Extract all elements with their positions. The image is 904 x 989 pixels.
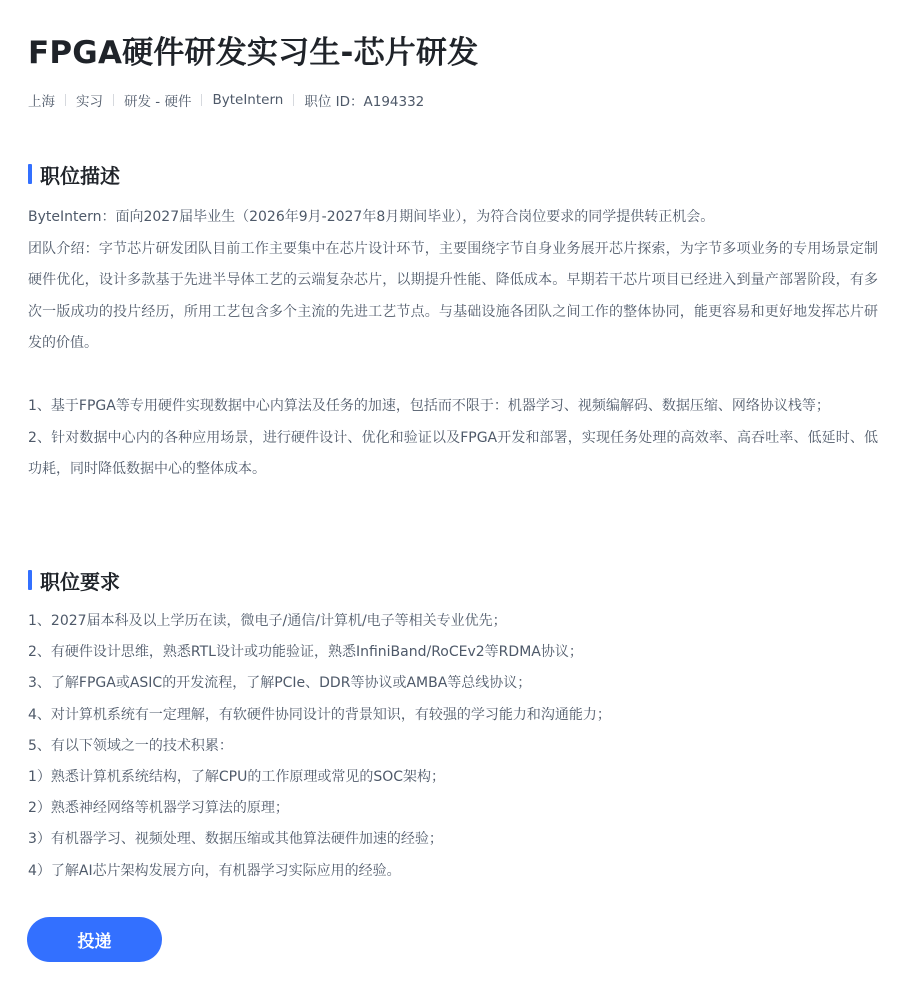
heading-accent-bar xyxy=(28,164,32,184)
meta-divider xyxy=(293,94,294,106)
job-location: 上海 xyxy=(28,94,55,110)
description-paragraph: 1、基于FPGA等专用硬件实现数据中心内算法及任务的加速，包括而不限于：机器学习、视频编解码、数据压缩、网络协议栈等； xyxy=(28,398,830,414)
apply-button[interactable]: 投递 xyxy=(27,917,162,962)
meta-divider xyxy=(201,94,202,106)
description-heading xyxy=(28,158,878,190)
job-id: 职位 ID：A194332 xyxy=(304,94,425,110)
description-section xyxy=(28,158,878,486)
job-meta xyxy=(28,89,876,111)
description-paragraph: 2、针对数据中心内的各种应用场景，进行硬件设计、优化和验证以及FPGA开发和部署，实现任务处理的高效率、高吞吐率、低延时、低功耗，同时降低数据中心的整体成本。 xyxy=(28,429,878,477)
job-category: 研发 - 硬件 xyxy=(124,94,192,110)
description-body xyxy=(28,202,878,486)
meta-divider xyxy=(113,94,114,106)
requirement-item: 4、对计算机系统有一定理解，有软硬件协同设计的背景知识，有较强的学习能力和沟通能力； xyxy=(28,706,611,723)
requirements-section xyxy=(28,564,878,887)
requirement-item: 2）熟悉神经网络等机器学习算法的原理； xyxy=(28,800,289,817)
requirement-item: 3、了解FPGA或ASIC的开发流程，了解PCIe、DDR等协议或AMBA等总线协议； xyxy=(28,675,532,692)
requirement-item: 5、有以下领域之一的技术积累： xyxy=(28,737,233,754)
requirements-heading xyxy=(28,564,878,596)
requirement-item: 4）了解AI芯片架构发展方向，有机器学习实际应用的经验。 xyxy=(28,862,401,879)
requirement-item: 3）有机器学习、视频处理、数据压缩或其他算法硬件加速的经验； xyxy=(28,831,443,848)
job-program: ByteIntern xyxy=(212,92,284,108)
paragraph-spacer xyxy=(28,360,878,392)
requirements-heading-text: 职位要求 xyxy=(40,569,120,594)
requirements-list xyxy=(28,606,878,887)
description-heading-text: 职位描述 xyxy=(40,163,120,188)
requirement-item: 2、有硬件设计思维，熟悉RTL设计或功能验证，熟悉InfiniBand/RoCEv2等RDMA协议； xyxy=(28,644,583,661)
description-paragraph: ByteIntern：面向2027届毕业生（2026年9月-2027年8月期间毕业），为符合岗位要求的同学提供转正机会。 xyxy=(28,209,715,225)
job-type: 实习 xyxy=(76,94,103,110)
meta-divider xyxy=(65,94,66,106)
job-title: FPGA硬件研发实习生-芯片研发 xyxy=(28,35,479,71)
requirement-item: 1）熟悉计算机系统结构，了解CPU的工作原理或常见的SOC架构； xyxy=(28,769,446,786)
description-paragraph: 团队介绍：字节芯片研发团队目前工作主要集中在芯片设计环节，主要围绕字节自身业务展开芯片探索，为字节多项业务的专用场景定制硬件优化，设计多款基于先进半导体工艺的云端复杂芯片，以期提升性能、降低成本。早期若干芯片项目已经进入到量产部署阶段，有多次一版成功的投片经历，所用工艺包含多个主流的先进工艺节点。与基础设施各团队之间工作的整体协同，能更容易和更好地发挥芯片研发的价值。 xyxy=(28,240,878,351)
heading-accent-bar xyxy=(28,570,32,590)
requirement-item: 1、2027届本科及以上学历在读，微电子/通信/计算机/电子等相关专业优先； xyxy=(28,613,507,629)
